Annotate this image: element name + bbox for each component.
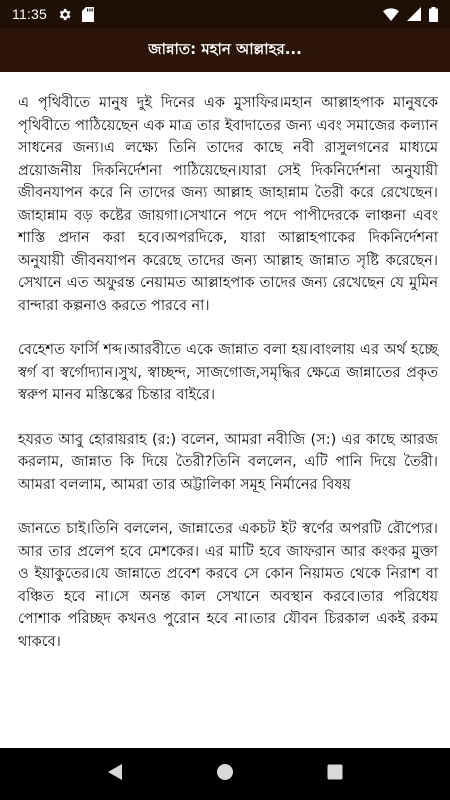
article-content[interactable] <box>0 72 450 748</box>
status-left <box>12 6 94 22</box>
paragraph-1: এ পৃথিবীতে মানুষ দুই দিনের এক মুসাফির।মহান আল্লাহপাক মানুষকে পৃথিবীতে পাঠিয়েছেন এক মাত্র তার ইবাদাতের জন্য এবং সমাজের কল্যান সাধনের জন্য।এ লক্ষ্যে তিনি তাদের কাছে নবী রাসুলগনের মাধ্যমে প্রয়োজনীয় দিকনির্দেশনা পাঠিয়েছেন।যারা সেই দিকনির্দেশনা অনুযায়ী জীবনযাপন করে নি তাদের জন্য আল্লাহ জাহান্নাম তৈরী করে রেখেছেন। জাহান্নাম বড় কষ্টের জায়গা।সেখানে পদে পদে পাপীদেরকে লাঞ্চনা এবং শাস্তি প্রদান করা হবে।অপরদিকে, যারা আল্লাহপাকের দিকনির্দেশনা অনুযায়ী জীবনযাপন করেছে তাদের জন্য আল্লাহ জান্নাত সৃষ্টি করেছেন।সেখানে এত অফুরন্ত নেয়ামত আল্লাহপাক তাদের জন্য রেখেছেন যে মুমিন বান্দারা কল্পনাও করতে পারবে না। <box>18 95 438 314</box>
recents-icon <box>327 764 343 784</box>
paragraph-4: জানতে চাই।তিনি বললেন, জান্নাতের একচট ইট স্বর্ণের অপরটি রৌপ্যের। আর তার প্রলেপ হবে মেশকের। এর মাটি হবে জাফরান আর কংকর মুক্তা ও ইয়াকুতের।যে জান্নাতে প্রবেশ করবে সে কোন নিয়ামত থেকে নিরাশ বা বঞ্চিত হবে না।সে অনন্ত কাল সেখানে অবস্থান করবে।তার পরিধেয় পোশাক পরিচ্ছদ কখনও পুরোন হবে না।তার যৌবন চিরকাল একই রকম থাকবে। <box>18 521 438 650</box>
recents-button[interactable] <box>315 754 355 794</box>
battery-icon <box>429 7 438 22</box>
status-right <box>383 7 438 22</box>
home-icon <box>216 763 234 785</box>
wifi-icon <box>383 8 399 21</box>
navigation-bar <box>0 748 450 800</box>
app-bar <box>0 28 450 72</box>
home-button[interactable] <box>205 754 245 794</box>
gear-icon <box>57 7 72 22</box>
paragraph-3: হযরত আবু হোরায়রাহ (র:) বলেন, আমরা নবীজি (স:) এর কাছে আরজ করলাম, জান্নাত কি দিয়ে তৈরী?তিনি বললেন, এটি পানি দিয়ে তৈরী।আমরা বললাম, আমরা তার অট্টালিকা সমূহ নির্মানের বিষয় <box>18 431 438 493</box>
paragraph-2: বেহেশত ফার্সি শব্দ।আরবীতে একে জান্নাত বলা হয়।বাংলায় এর অর্থ হচ্ছে স্বর্গ বা স্বর্গোদ্যান।সুখ, স্বাচ্ছন্দ, সাজগোজ,সমৃদ্ধির ক্ষেত্রে জান্নাতের প্রকৃত স্বরুপ মানব মস্তিস্কের চিন্তার বাইরে। <box>18 342 438 403</box>
page-title: জান্নাত: মহান আল্লাহর... <box>148 39 302 58</box>
status-time: 11:35 <box>12 6 47 22</box>
back-button[interactable] <box>95 754 135 794</box>
signal-icon <box>407 7 421 21</box>
status-bar <box>0 0 450 28</box>
sd-card-icon <box>82 7 94 22</box>
back-icon <box>106 763 124 785</box>
